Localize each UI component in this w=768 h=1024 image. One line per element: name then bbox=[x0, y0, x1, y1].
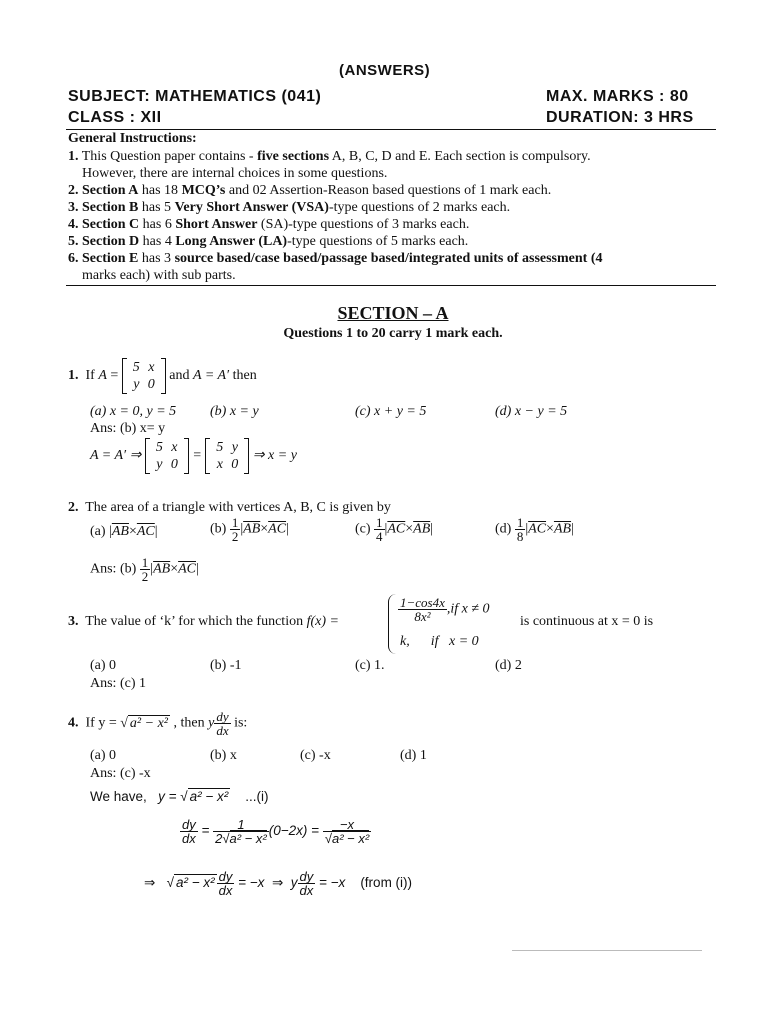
q3-option-b: (b) -1 bbox=[210, 658, 242, 673]
q4-option-c: (c) -x bbox=[300, 748, 331, 763]
question-1: 1. If A = 5 x y 0 and A = A′ then bbox=[68, 360, 257, 392]
instruction-item: 1. This Question paper contains - five sections A, B, C, D and E. Each section is compulsory. bbox=[68, 149, 591, 164]
q2-option-a: (a) $|\overline{AB}\times\overline{AC}|$ bbox=[90, 524, 158, 539]
q4-option-a: (a) 0 bbox=[90, 748, 117, 763]
q3-tail: is continuous at x = 0 is bbox=[520, 614, 654, 629]
max-marks-label: MAX. MARKS : 80 bbox=[546, 88, 689, 105]
q2-option-b: (b) $\frac{1}{2}$ $|\overline{AB}\times\overline{AC}|$ bbox=[210, 515, 289, 544]
instructions-title: General Instructions: bbox=[68, 131, 197, 146]
q1-answer: Ans: (b) x= y bbox=[90, 421, 166, 436]
q4-option-b: (b) x bbox=[210, 748, 237, 763]
instructions-rule bbox=[66, 285, 716, 286]
header-rule bbox=[66, 129, 716, 130]
q1-option-c: (c) x + y = 5 bbox=[355, 404, 427, 419]
q3-option-a: (a) 0 bbox=[90, 658, 117, 673]
instruction-item-cont: marks each) with sub parts. bbox=[82, 268, 236, 283]
subject-label: SUBJECT: MATHEMATICS (041) bbox=[68, 88, 322, 105]
footer-rule bbox=[512, 950, 702, 951]
instruction-item: 4. Section C has 6 Short Answer (SA)-type questions of 3 marks each. bbox=[68, 217, 470, 232]
q4-we-have: We have, y = √ a² − x² ...(i) bbox=[90, 789, 269, 804]
q1-working: A = A′ ⇒ 5 x y 0 = 5 y x 0 ⇒ x = y bbox=[90, 440, 297, 472]
question-4: 4. If y = √ a² − x² , then y $\frac{dy}{dx}$ is: bbox=[68, 709, 248, 738]
q2-answer: Ans: (b) $\frac{1}{2}$ $|\overline{AB}\times\overline{AC}|$ bbox=[90, 555, 199, 584]
q2-option-c: (c) $\frac{1}{4}$ $|\overline{AC}\times\overline{AB}|$ bbox=[355, 515, 434, 544]
q3-option-c: (c) 1. bbox=[355, 658, 385, 673]
matrix-a-work: 5 x y 0 bbox=[145, 438, 189, 474]
piecewise-brace bbox=[388, 594, 397, 654]
q4-option-d: (d) 1 bbox=[400, 748, 427, 763]
question-3: 3. The value of ‘k’ for which the function f(x) = bbox=[68, 614, 339, 629]
matrix-a-transpose: 5 y x 0 bbox=[205, 438, 249, 474]
duration-label: DURATION: 3 HRS bbox=[546, 109, 694, 126]
section-subtitle: Questions 1 to 20 carry 1 mark each. bbox=[283, 326, 503, 341]
class-label: CLASS : XII bbox=[68, 109, 162, 126]
q3-answer: Ans: (c) 1 bbox=[90, 676, 146, 691]
instruction-item: 5. Section D has 4 Long Answer (LA)-type questions of 5 marks each. bbox=[68, 234, 469, 249]
q4-derivative-step: $\frac{dy}{dx}$ = $\frac{1}{\text{2√a² − x²}}$ (0−2x) = $\frac{-x}{\text{√a² − x²}}$ bbox=[182, 817, 370, 846]
q3-case-2: k, if x = 0 bbox=[400, 634, 479, 649]
section-title: SECTION – A bbox=[337, 303, 449, 323]
answers-label: (ANSWERS) bbox=[339, 62, 431, 79]
matrix-a: 5 x y 0 bbox=[122, 358, 166, 394]
q4-answer: Ans: (c) -x bbox=[90, 766, 151, 781]
q3-option-d: (d) 2 bbox=[495, 658, 522, 673]
instruction-item: 6. Section E has 3 source based/case based/passage based/integrated units of assessment (4 bbox=[68, 251, 603, 266]
instruction-item-cont: However, there are internal choices in some questions. bbox=[82, 166, 388, 181]
q4-final-step: ⇒ √ a² − x² $\frac{dy}{dx}$ = −x ⇒ y $\frac{dy}{dx}$ = −x (from (i)) bbox=[144, 869, 413, 898]
q1-option-a: (a) x = 0, y = 5 bbox=[90, 404, 177, 419]
instruction-item: 2. Section A has 18 MCQ’s and 02 Assertion-Reason based questions of 1 mark each. bbox=[68, 183, 552, 198]
question-2: 2. The area of a triangle with vertices A, B, C is given by bbox=[68, 500, 391, 515]
q1-option-b: (b) x = y bbox=[210, 404, 259, 419]
sqrt-symbol: √ a² − x² bbox=[120, 715, 168, 731]
q3-case-1: $\frac{1-\cos 4x}{\text{8x²}}$ ,if x ≠ 0 bbox=[400, 595, 490, 624]
q1-option-d: (d) x − y = 5 bbox=[495, 404, 568, 419]
instruction-item: 3. Section B has 5 Very Short Answer (VSA)-type questions of 2 marks each. bbox=[68, 200, 511, 215]
q2-option-d: (d) $\frac{1}{8}$ $|\overline{AC}\times\overline{AB}|$ bbox=[495, 515, 574, 544]
instructions-list bbox=[68, 148, 718, 284]
